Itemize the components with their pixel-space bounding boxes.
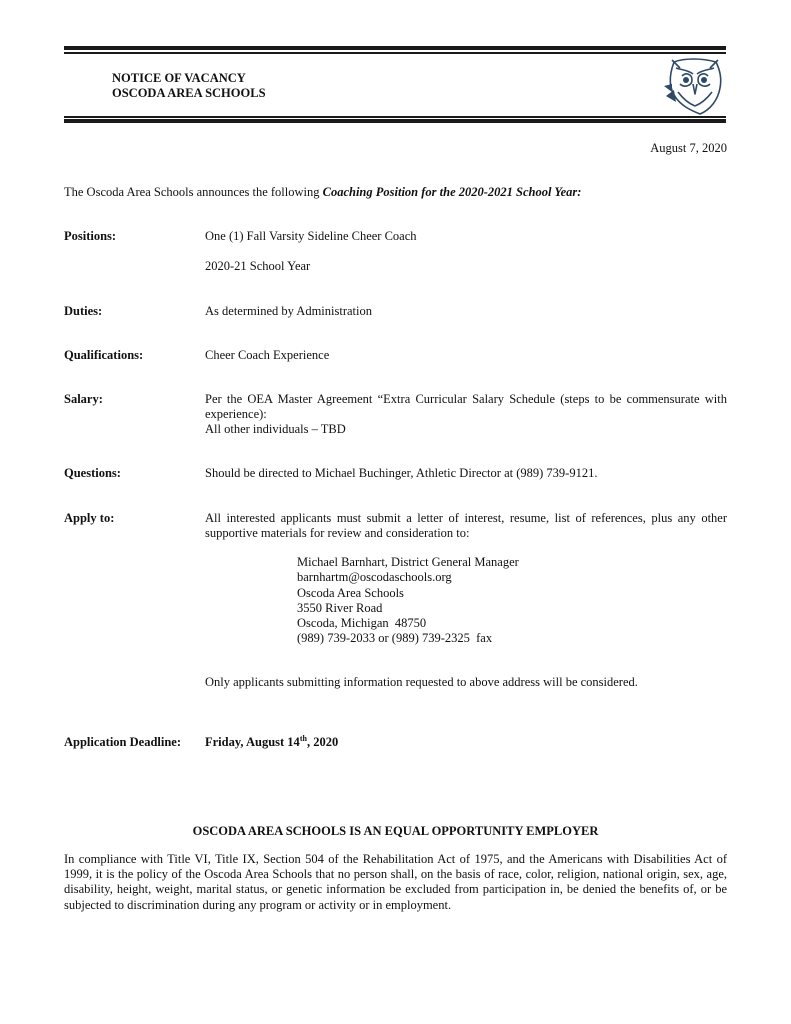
positions-value-line1: One (1) Fall Varsity Sideline Cheer Coach — [205, 229, 417, 243]
questions-value: Should be directed to Michael Buchinger, Athletic Director at (989) 739-9121. — [205, 466, 598, 480]
address-line: (989) 739-2033 or (989) 739-2325 fax — [297, 631, 493, 646]
eo-heading: OSCODA AREA SCHOOLS IS AN EQUAL OPPORTUNITY EMPLOYER — [192, 824, 599, 838]
salary-label: Salary: — [64, 392, 103, 406]
deadline-sup: th — [299, 733, 307, 743]
apply-value: All interested applicants must submit a letter of interest, resume, list of references, plus any other supportive materials for review and consideration to: — [205, 511, 727, 540]
header-rule-top-thin — [64, 52, 726, 54]
apply-note: Only applicants submitting information requested to above address will be considered. — [205, 675, 638, 689]
intro-emphasis: Coaching Position for the 2020-2021 School Year: — [322, 185, 582, 199]
header-rule-bottom-thick — [64, 119, 726, 123]
deadline-label: Application Deadline: — [64, 735, 182, 749]
duties-value: As determined by Administration — [205, 304, 372, 318]
salary-value-line1: Per the OEA Master Agreement “Extra Curricular Salary Schedule (steps to be commensurate with experience): — [205, 392, 727, 421]
address-line: Oscoda Area Schools — [297, 585, 404, 600]
intro-text: The Oscoda Area Schools announces the following — [64, 185, 323, 199]
header-rule-top-thick — [64, 46, 726, 50]
header-title — [112, 71, 266, 101]
eo-body: In compliance with Title VI, Title IX, Section 504 of the Rehabilitation Act of 1975, and the Americans with Disabilities Act of 1999, it is the policy of the Oscoda Area Schools that no person shall, on the basis of race, color, religion, national origin, sex, age, disability, height, weight, marital status, or genetic information be excluded from participation in, be denied the benefits of, or be subjected to discrimination during any program or activity or in employment. — [64, 852, 727, 912]
address-email-link[interactable]: barnhartm@oscodaschools.org — [297, 570, 452, 585]
positions-value-line2: 2020-21 School Year — [205, 259, 311, 273]
deadline-suffix: , 2020 — [306, 735, 339, 749]
apply-label: Apply to: — [64, 511, 115, 525]
qualifications-label: Qualifications: — [64, 348, 144, 362]
duties-label: Duties: — [64, 304, 103, 318]
qualifications-value: Cheer Coach Experience — [205, 348, 330, 362]
address-line: Michael Barnhart, District General Manager — [297, 555, 519, 569]
header-title-line2: OSCODA AREA SCHOOLS — [112, 86, 266, 100]
deadline-value — [205, 735, 727, 750]
owl-logo-icon — [660, 56, 726, 116]
address-line: Oscoda, Michigan 48750 — [297, 616, 427, 631]
notice-date: August 7, 2020 — [650, 141, 727, 155]
salary-value-line2: All other individuals – TBD — [205, 422, 346, 436]
address-line: 3550 River Road — [297, 600, 383, 615]
header-title-line1: NOTICE OF VACANCY — [112, 71, 246, 85]
positions-label: Positions: — [64, 229, 117, 243]
deadline-prefix: Friday, August 14 — [205, 735, 300, 749]
apply-address-block — [297, 555, 519, 647]
header-rule-bottom-thin — [64, 116, 726, 118]
intro-line — [64, 185, 581, 200]
questions-label: Questions: — [64, 466, 121, 480]
